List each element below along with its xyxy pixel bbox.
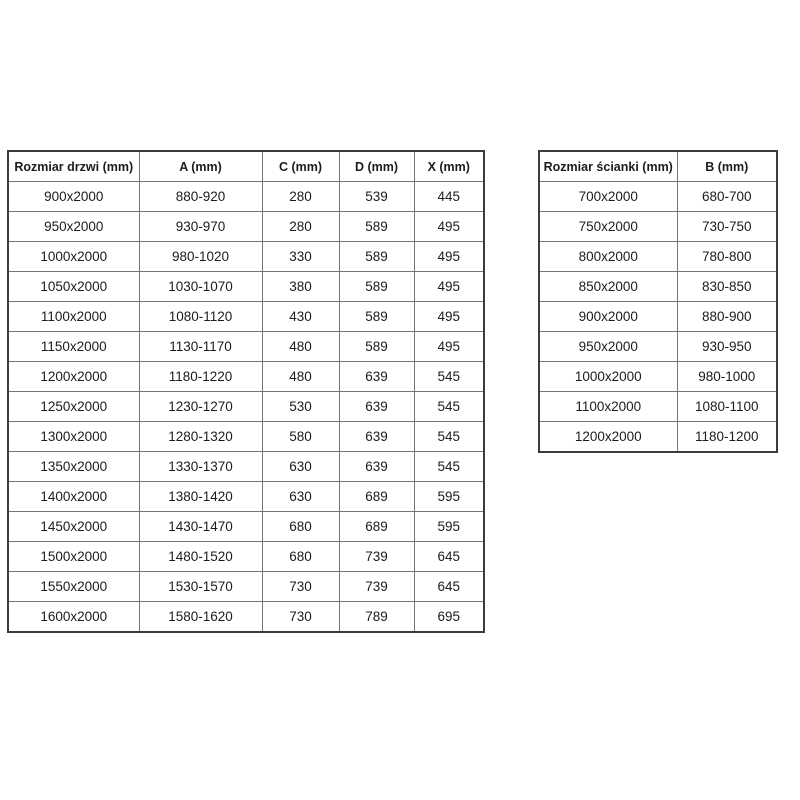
- table-cell: 589: [339, 302, 414, 332]
- column-header: Rozmiar drzwi (mm): [8, 151, 139, 182]
- table-cell: 639: [339, 452, 414, 482]
- table-cell: 1030-1070: [139, 272, 262, 302]
- column-header: D (mm): [339, 151, 414, 182]
- table-row: [8, 602, 484, 633]
- table-cell: 380: [262, 272, 339, 302]
- table-cell: 330: [262, 242, 339, 272]
- table-cell: 580: [262, 422, 339, 452]
- table-row: [539, 362, 777, 392]
- table-cell: 589: [339, 272, 414, 302]
- wall-table-header-row: [539, 151, 777, 182]
- table-cell: 630: [262, 482, 339, 512]
- table-cell: 495: [414, 242, 484, 272]
- table-cell: 595: [414, 512, 484, 542]
- table-cell: 1230-1270: [139, 392, 262, 422]
- table-cell: 1380-1420: [139, 482, 262, 512]
- column-header: A (mm): [139, 151, 262, 182]
- table-cell: 1100x2000: [8, 302, 139, 332]
- table-cell: 280: [262, 182, 339, 212]
- table-row: [8, 542, 484, 572]
- table-cell: 1100x2000: [539, 392, 677, 422]
- table-cell: 645: [414, 572, 484, 602]
- table-cell: 1480-1520: [139, 542, 262, 572]
- table-cell: 689: [339, 482, 414, 512]
- table-cell: 1200x2000: [539, 422, 677, 453]
- wall-dimensions-table: [538, 150, 778, 453]
- table-cell: 445: [414, 182, 484, 212]
- table-cell: 730: [262, 602, 339, 633]
- table-cell: 1150x2000: [8, 332, 139, 362]
- table-row: [539, 242, 777, 272]
- table-row: [539, 272, 777, 302]
- table-cell: 950x2000: [539, 332, 677, 362]
- table-cell: 750x2000: [539, 212, 677, 242]
- table-cell: 1350x2000: [8, 452, 139, 482]
- table-cell: 730: [262, 572, 339, 602]
- table-cell: 730-750: [677, 212, 777, 242]
- door-table-header-row: [8, 151, 484, 182]
- table-cell: 1280-1320: [139, 422, 262, 452]
- table-cell: 495: [414, 272, 484, 302]
- table-row: [8, 302, 484, 332]
- table-cell: 689: [339, 512, 414, 542]
- table-row: [8, 422, 484, 452]
- table-cell: 980-1000: [677, 362, 777, 392]
- table-cell: 1050x2000: [8, 272, 139, 302]
- table-cell: 1180-1200: [677, 422, 777, 453]
- table-cell: 639: [339, 392, 414, 422]
- table-cell: 1400x2000: [8, 482, 139, 512]
- table-cell: 545: [414, 422, 484, 452]
- table-cell: 1550x2000: [8, 572, 139, 602]
- table-row: [8, 452, 484, 482]
- table-cell: 1000x2000: [8, 242, 139, 272]
- table-cell: 530: [262, 392, 339, 422]
- table-cell: 545: [414, 452, 484, 482]
- table-cell: 695: [414, 602, 484, 633]
- table-row: [8, 182, 484, 212]
- table-cell: 1080-1120: [139, 302, 262, 332]
- table-row: [539, 422, 777, 453]
- table-cell: 480: [262, 362, 339, 392]
- table-cell: 430: [262, 302, 339, 332]
- table-row: [8, 392, 484, 422]
- table-cell: 1130-1170: [139, 332, 262, 362]
- table-row: [8, 272, 484, 302]
- table-cell: 1000x2000: [539, 362, 677, 392]
- table-cell: 1600x2000: [8, 602, 139, 633]
- table-row: [8, 482, 484, 512]
- table-cell: 700x2000: [539, 182, 677, 212]
- table-cell: 1430-1470: [139, 512, 262, 542]
- table-cell: 639: [339, 422, 414, 452]
- table-cell: 1200x2000: [8, 362, 139, 392]
- table-cell: 545: [414, 362, 484, 392]
- table-cell: 589: [339, 212, 414, 242]
- table-row: [8, 572, 484, 602]
- table-row: [8, 212, 484, 242]
- table-cell: 680: [262, 542, 339, 572]
- table-cell: 539: [339, 182, 414, 212]
- table-cell: 900x2000: [539, 302, 677, 332]
- table-row: [539, 182, 777, 212]
- table-cell: 930-950: [677, 332, 777, 362]
- table-cell: 739: [339, 542, 414, 572]
- table-cell: 645: [414, 542, 484, 572]
- table-cell: 800x2000: [539, 242, 677, 272]
- table-cell: 980-1020: [139, 242, 262, 272]
- table-cell: 589: [339, 332, 414, 362]
- table-row: [8, 242, 484, 272]
- table-cell: 780-800: [677, 242, 777, 272]
- table-cell: 930-970: [139, 212, 262, 242]
- table-cell: 1500x2000: [8, 542, 139, 572]
- table-cell: 880-920: [139, 182, 262, 212]
- table-cell: 830-850: [677, 272, 777, 302]
- table-cell: 495: [414, 212, 484, 242]
- table-cell: 680: [262, 512, 339, 542]
- table-cell: 639: [339, 362, 414, 392]
- column-header: C (mm): [262, 151, 339, 182]
- table-cell: 1250x2000: [8, 392, 139, 422]
- table-cell: 950x2000: [8, 212, 139, 242]
- table-cell: 1330-1370: [139, 452, 262, 482]
- table-row: [8, 512, 484, 542]
- table-cell: 1300x2000: [8, 422, 139, 452]
- table-cell: 589: [339, 242, 414, 272]
- door-dimensions-table: [7, 150, 485, 633]
- table-row: [539, 332, 777, 362]
- table-cell: 1180-1220: [139, 362, 262, 392]
- column-header: X (mm): [414, 151, 484, 182]
- table-cell: 1450x2000: [8, 512, 139, 542]
- table-cell: 1080-1100: [677, 392, 777, 422]
- table-cell: 595: [414, 482, 484, 512]
- table-cell: 1530-1570: [139, 572, 262, 602]
- column-header: Rozmiar ścianki (mm): [539, 151, 677, 182]
- table-cell: 900x2000: [8, 182, 139, 212]
- table-cell: 739: [339, 572, 414, 602]
- table-row: [8, 362, 484, 392]
- table-row: [8, 332, 484, 362]
- table-cell: 495: [414, 302, 484, 332]
- table-cell: 495: [414, 332, 484, 362]
- table-cell: 630: [262, 452, 339, 482]
- table-row: [539, 302, 777, 332]
- table-cell: 1580-1620: [139, 602, 262, 633]
- table-cell: 850x2000: [539, 272, 677, 302]
- table-row: [539, 392, 777, 422]
- table-cell: 880-900: [677, 302, 777, 332]
- table-cell: 680-700: [677, 182, 777, 212]
- table-row: [539, 212, 777, 242]
- table-cell: 789: [339, 602, 414, 633]
- table-cell: 545: [414, 392, 484, 422]
- table-cell: 280: [262, 212, 339, 242]
- table-cell: 480: [262, 332, 339, 362]
- column-header: B (mm): [677, 151, 777, 182]
